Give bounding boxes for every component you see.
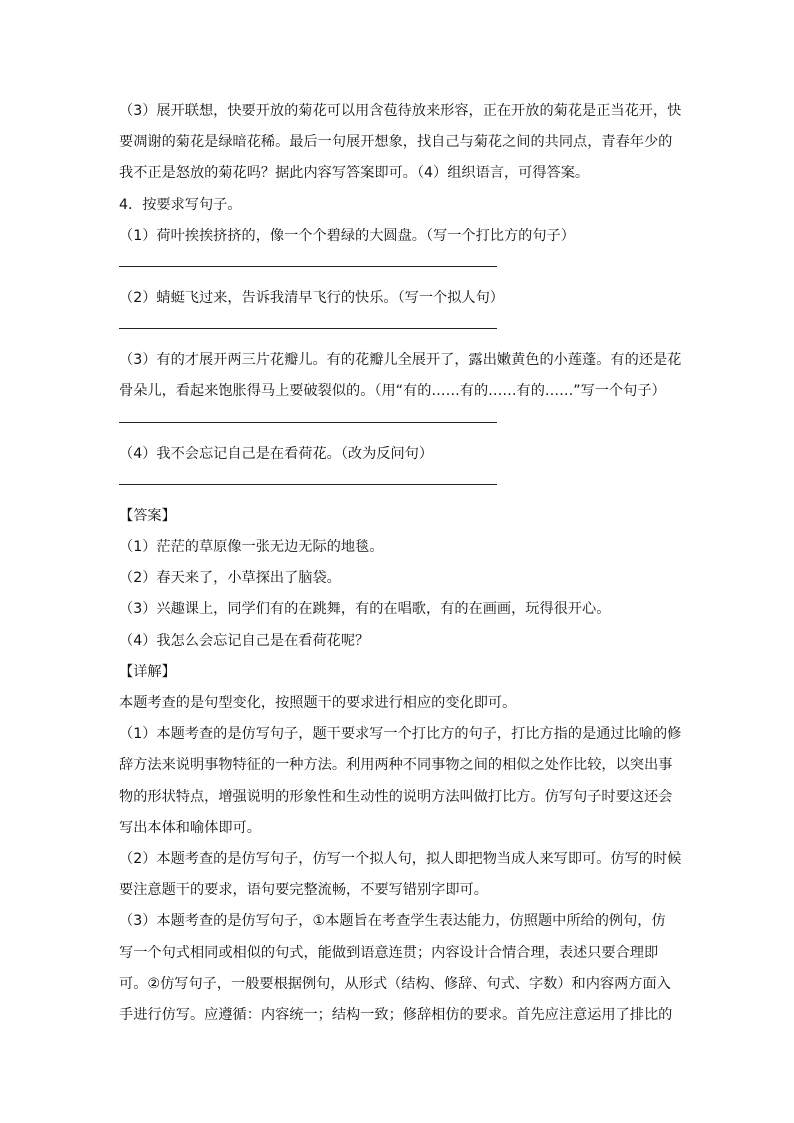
intro-line-1: （3）展开联想，快要开放的菊花可以用含苞待放来形容，正在开放的菊花是正当花开，快 [119, 103, 682, 119]
answer-item-1: （1）茫茫的草原像一张无边无际的地毯。 [119, 539, 384, 556]
answer-item-3: （3）兴趣课上，同学们有的在跳舞，有的在唱歌，有的在画画，玩得很开心。 [119, 601, 611, 618]
intro-line-2: 要凋谢的菊花是绿暗花稀。最后一句展开想象，找自己与菊花之间的共同点，青春年少的 [119, 134, 673, 151]
detail-line-11: 手进行仿写。应遵循：内容统一；结构一致；修辞相仿的要求。首先应注意运用了排比的 [119, 1007, 673, 1024]
detail-line-8: （3）本题考查的是仿写句子，①本题旨在考查学生表达能力，仿照题中所给的例句，仿 [119, 913, 666, 930]
page-content [119, 96, 682, 1031]
detail-line-10: 可。②仿写句子，一般要根据例句，从形式（结构、修辞、句式、字数）和内容两方面入 [119, 975, 671, 992]
answer-blank-line-2[interactable] [119, 328, 497, 329]
question-4-item-3-line-2: 骨朵儿，看起来饱胀得马上要破裂似的。（用“有的……有的……有的……”写一个句子） [119, 383, 666, 400]
intro-line-3: 我不正是怒放的菊花吗？据此内容写答案即可。（4）组织语言，可得答案。 [119, 165, 590, 182]
answer-item-2: （2）春天来了，小草探出了脑袋。 [119, 570, 341, 587]
question-4-item-4: （4）我不会忘记自己是在看荷花。（改为反问句） [119, 445, 434, 462]
detail-line-6: （2）本题考查的是仿写句子，仿写一个拟人句，拟人即把物当成人来写即可。仿写的时候 [119, 851, 682, 868]
detail-line-7: 要注意题干的要求，语句要完整流畅，不要写错别字即可。 [119, 882, 488, 899]
detail-line-5: 写出本体和喻体即可。 [119, 819, 261, 836]
answer-heading: 【答案】 [119, 507, 176, 524]
question-4-item-2: （2）蜻蜓飞过来，告诉我清早飞行的快乐。（写一个拟人句） [119, 290, 504, 307]
answer-blank-line-3[interactable] [119, 422, 497, 423]
detail-heading: 【详解】 [119, 663, 176, 680]
question-4-item-3-line-1: （3）有的才展开两三片花瓣儿。有的花瓣儿全展开了，露出嫩黄色的小莲蓬。有的还是花 [119, 352, 682, 369]
detail-line-9: 写一个句式相同或相似的句式，能做到语意连贯；内容设计合情合理，表述只要合理即 [119, 944, 659, 961]
question-4-item-1: （1）荷叶挨挨挤挤的，像一个个碧绿的大圆盘。（写一个打比方的句子） [119, 227, 575, 244]
question-4-title: 4．按要求写句子。 [119, 196, 242, 213]
answer-blank-line-1[interactable] [119, 266, 497, 267]
answer-blank-line-4[interactable] [119, 484, 497, 485]
detail-line-2: （1）本题考查的是仿写句子，题干要求写一个打比方的句子，打比方指的是通过比喻的修 [119, 726, 682, 743]
answer-item-4: （4）我怎么会忘记自己是在看荷花呢？ [119, 632, 370, 649]
detail-line-3: 辞方法来说明事物特征的一种方法。利用两种不同事物之间的相似之处作比较，以突出事 [119, 757, 673, 774]
detail-line-4: 物的形状特点，增强说明的形象性和生动性的说明方法叫做打比方。仿写句子时要这还会 [119, 788, 673, 805]
detail-line-1: 本题考查的是句型变化，按照题干的要求进行相应的变化即可。 [119, 695, 517, 712]
